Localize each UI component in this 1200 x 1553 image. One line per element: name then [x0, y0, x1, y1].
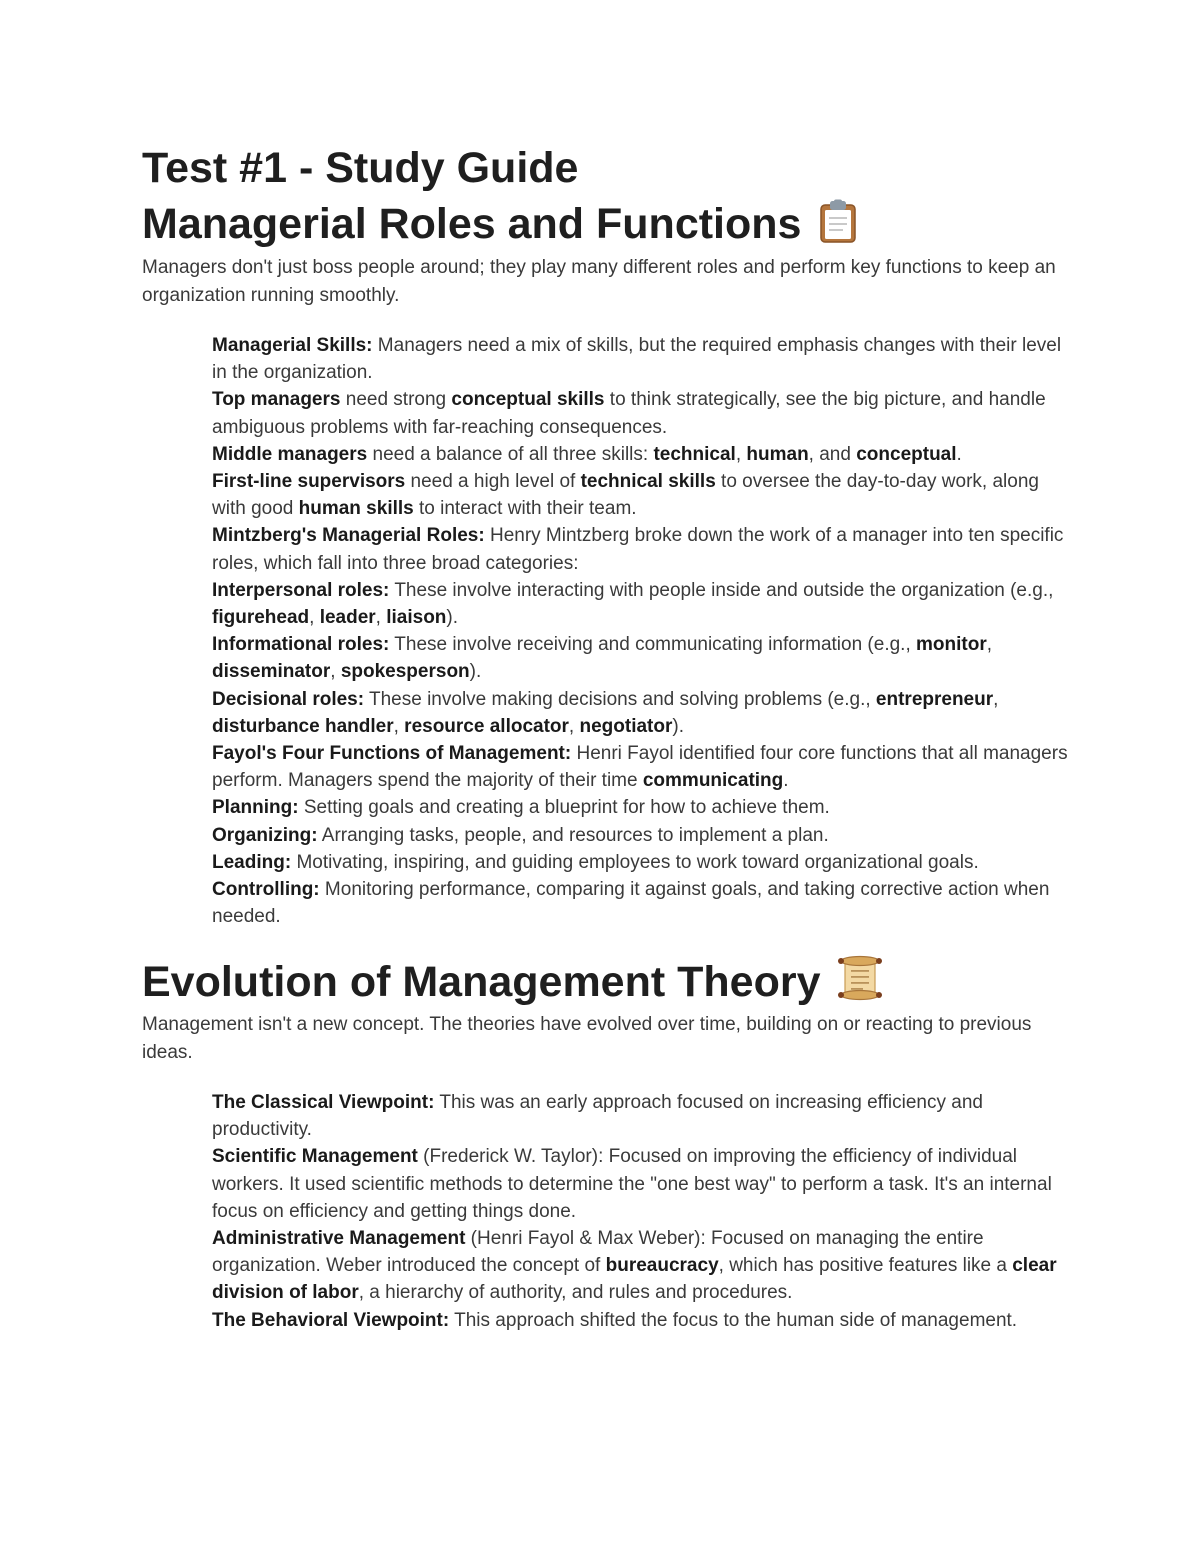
list-item: Organizing: Arranging tasks, people, and resources to implement a plan.: [212, 824, 829, 846]
list-item: The Behavioral Viewpoint: This approach shifted the focus to the human side of management.: [212, 1309, 1018, 1331]
section-heading-evolution: [142, 954, 885, 1016]
list-item: Managerial Skills: Managers need a mix of skills, but the required emphasis changes with their level in the organization.: [212, 335, 1062, 384]
section-intro: Managers don't just boss people around; they play many different roles and perform key functions to keep an organization running smoothly.: [142, 257, 1056, 306]
list-item: Decisional roles: These involve making decisions and solving problems (e.g., entrepreneur, disturbance handler, resource allocator, negotiator).: [212, 688, 999, 737]
list-item: Top managers need strong conceptual skills to think strategically, see the big picture, and handle ambiguous problems with far-reaching consequences.: [212, 389, 1046, 438]
section-heading-roles: [142, 196, 861, 258]
list-item: Fayol's Four Functions of Management: Henri Fayol identified four core functions that all managers perform. Managers spend the majority of their time communicating.: [212, 743, 1068, 792]
list-item: The Classical Viewpoint: This was an early approach focused on increasing efficiency and productivity.: [212, 1092, 983, 1141]
list-item: Scientific Management (Frederick W. Taylor): Focused on improving the efficiency of individual workers. It used scientific methods to determine the "one best way" to perform a task. It's an internal focus on efficiency and getting things done.: [212, 1146, 1052, 1222]
list-item: Mintzberg's Managerial Roles: Henry Mintzberg broke down the work of a manager into ten specific roles, which fall into three broad categories:: [212, 525, 1064, 574]
document-title: Test #1 - Study Guide: [142, 144, 579, 192]
list-item: Administrative Management (Henri Fayol & Max Weber): Focused on managing the entire organization. Weber introduced the concept of bureaucracy, which has positive features like a clear division of labor, a hierarchy of authority, and rules and procedures.: [212, 1228, 1057, 1304]
section-intro: Management isn't a new concept. The theories have evolved over time, building on or reacting to previous ideas.: [142, 1014, 1032, 1063]
clipboard-icon: [815, 198, 861, 258]
list-item: Middle managers need a balance of all three skills: technical, human, and conceptual.: [212, 443, 962, 465]
list-item: Leading: Motivating, inspiring, and guiding employees to work toward organizational goals.: [212, 851, 979, 873]
list-item: First-line supervisors need a high level of technical skills to oversee the day-to-day work, along with good human skills to interact with their team.: [212, 471, 1039, 520]
section-heading-text: Evolution of Management Theory: [142, 958, 821, 1006]
list-item: Planning: Setting goals and creating a blueprint for how to achieve them.: [212, 797, 830, 819]
evolution-list: [212, 1089, 1072, 1334]
section-heading-text: Managerial Roles and Functions: [142, 200, 802, 248]
list-item: Controlling: Monitoring performance, comparing it against goals, and taking corrective action when needed.: [212, 879, 1050, 928]
scroll-icon: [835, 954, 885, 1016]
list-item: Informational roles: These involve receiving and communicating information (e.g., monitor, disseminator, spokesperson).: [212, 634, 992, 683]
list-item: Interpersonal roles: These involve interacting with people inside and outside the organization (e.g., figurehead, leader, liaison).: [212, 579, 1054, 629]
roles-list: [212, 332, 1072, 930]
